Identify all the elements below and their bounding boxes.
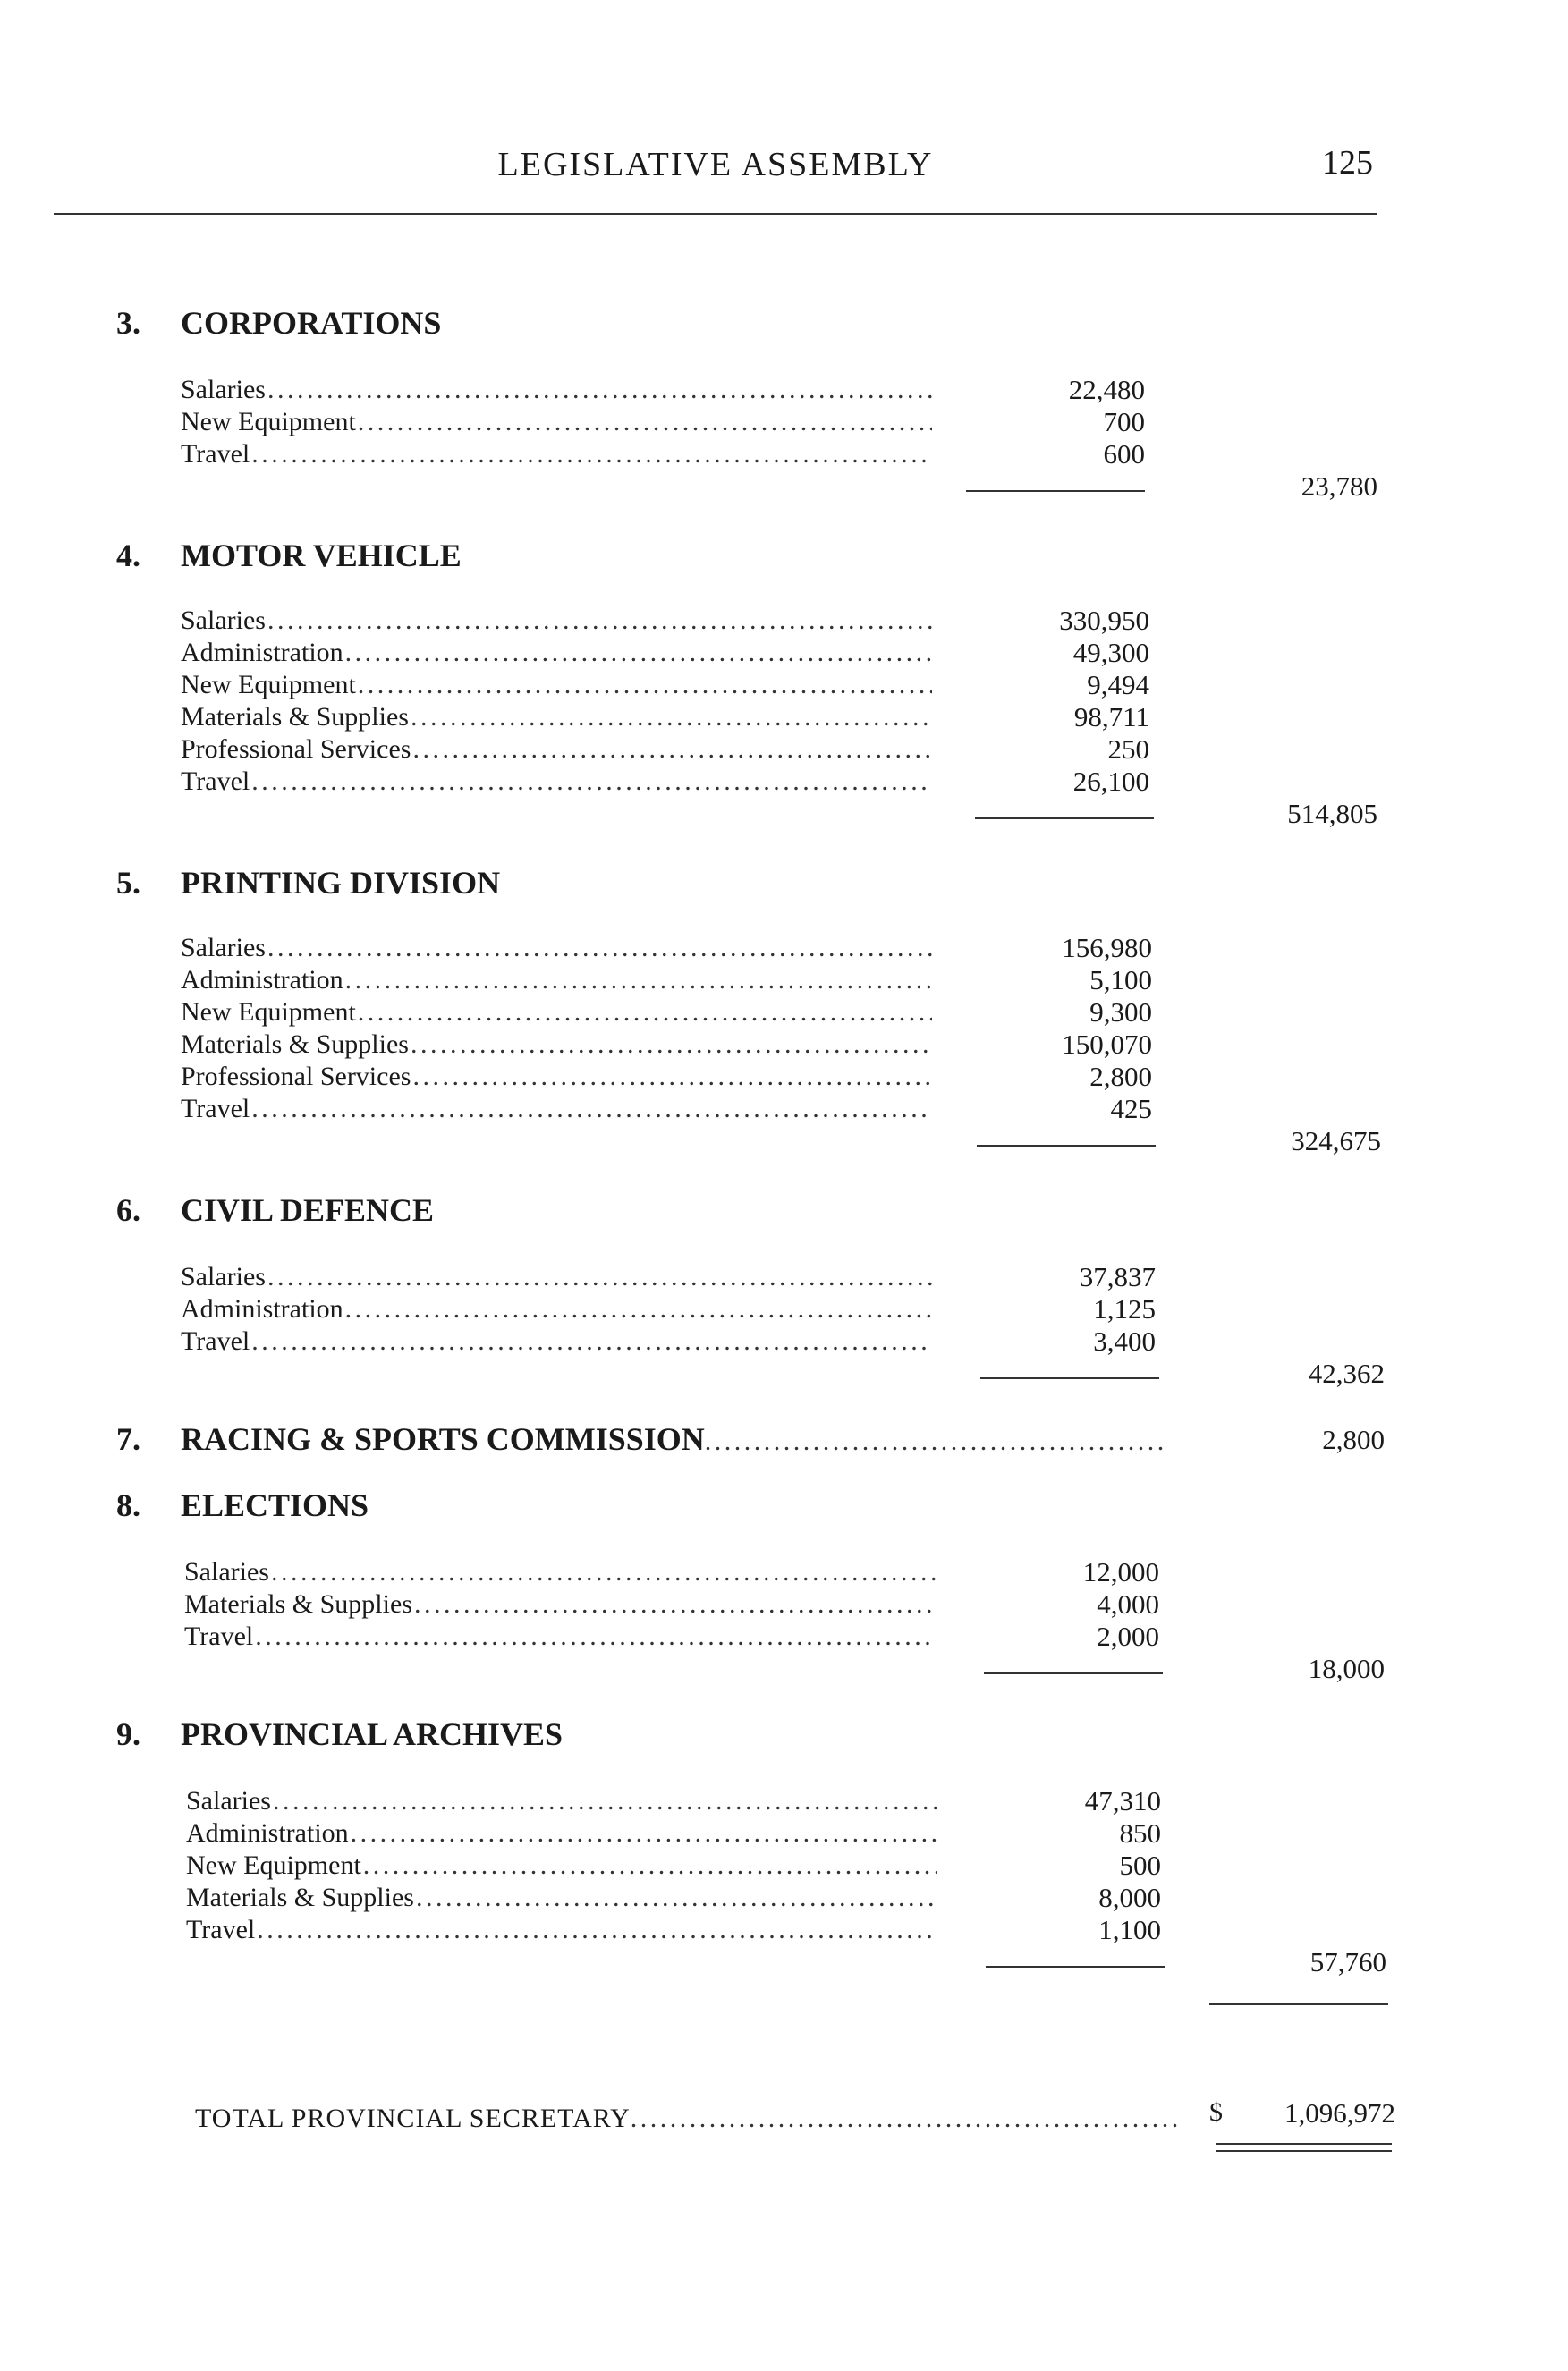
item-label: Professional Services bbox=[181, 1062, 411, 1091]
line-item bbox=[181, 406, 932, 438]
section-total: 324,675 bbox=[1291, 1125, 1381, 1156]
item-amount: 9,494 bbox=[1087, 669, 1149, 700]
item-amount: 1,125 bbox=[1093, 1293, 1156, 1325]
section-total: 514,805 bbox=[1287, 798, 1377, 829]
line-item bbox=[181, 964, 932, 996]
item-amount: 2,800 bbox=[1089, 1061, 1152, 1092]
item-amount: 4,000 bbox=[1097, 1588, 1159, 1620]
item-amount: 5,100 bbox=[1089, 964, 1152, 995]
dot-leader bbox=[251, 1093, 932, 1125]
section-title: CORPORATIONS bbox=[181, 305, 442, 341]
double-underline bbox=[1216, 2143, 1392, 2152]
line-item bbox=[181, 637, 932, 669]
dot-leader bbox=[267, 1261, 932, 1293]
line-item bbox=[181, 374, 932, 406]
dot-leader bbox=[345, 964, 932, 996]
item-amount: 156,980 bbox=[1062, 932, 1152, 963]
item-label: Administration bbox=[181, 638, 343, 667]
subtotal-rule bbox=[966, 490, 1145, 492]
section-title: CIVIL DEFENCE bbox=[181, 1192, 435, 1228]
line-item bbox=[181, 669, 932, 701]
item-amount: 8,000 bbox=[1098, 1882, 1161, 1913]
dot-leader bbox=[358, 669, 932, 701]
dot-leader bbox=[251, 766, 932, 798]
subtotal-rule bbox=[986, 1966, 1165, 1968]
line-item bbox=[186, 1914, 937, 1946]
item-label: Materials & Supplies bbox=[184, 1589, 412, 1619]
item-amount: 700 bbox=[1103, 406, 1145, 437]
grand-total-line bbox=[195, 2104, 1179, 2134]
dot-leader bbox=[345, 637, 932, 669]
section-heading-provincial-archives bbox=[116, 1715, 563, 1753]
line-item bbox=[186, 1817, 937, 1850]
dot-leader bbox=[251, 438, 932, 470]
section-total: 2,800 bbox=[1322, 1424, 1385, 1455]
section-total: 42,362 bbox=[1308, 1358, 1385, 1389]
section-total: 23,780 bbox=[1301, 470, 1377, 502]
line-item bbox=[181, 605, 932, 637]
dot-leader bbox=[631, 2104, 1179, 2134]
section-title: PRINTING DIVISION bbox=[181, 865, 501, 901]
section-title: ELECTIONS bbox=[181, 1487, 369, 1523]
dot-leader bbox=[257, 1914, 937, 1946]
dot-leader bbox=[267, 605, 932, 637]
header-rule bbox=[54, 213, 1377, 215]
line-item bbox=[181, 1325, 932, 1358]
item-amount: 500 bbox=[1119, 1850, 1161, 1881]
page-number: 125 bbox=[1322, 144, 1373, 182]
item-label: New Equipment bbox=[181, 670, 356, 699]
dot-leader bbox=[411, 1029, 932, 1061]
line-item bbox=[186, 1785, 937, 1817]
item-label: Travel bbox=[181, 766, 250, 796]
line-item bbox=[184, 1588, 936, 1621]
item-amount: 425 bbox=[1110, 1093, 1152, 1124]
dot-leader bbox=[251, 1325, 932, 1358]
item-label: Salaries bbox=[181, 933, 266, 962]
item-label: Materials & Supplies bbox=[181, 702, 409, 732]
grand-total-label: TOTAL PROVINCIAL SECRETARY bbox=[195, 2104, 631, 2133]
item-amount: 12,000 bbox=[1082, 1556, 1159, 1588]
item-label: Salaries bbox=[181, 375, 266, 404]
line-item bbox=[181, 438, 932, 470]
grand-subtotal-rule bbox=[1209, 2003, 1388, 2005]
item-label: Salaries bbox=[184, 1557, 269, 1587]
dot-leader bbox=[345, 1293, 932, 1325]
currency-symbol: $ bbox=[1209, 2097, 1223, 2127]
item-amount: 2,000 bbox=[1097, 1621, 1159, 1652]
grand-total-amount: 1,096,972 bbox=[1284, 2097, 1395, 2129]
dot-leader bbox=[416, 1882, 937, 1914]
item-amount: 850 bbox=[1119, 1817, 1161, 1849]
line-item bbox=[181, 766, 932, 798]
subtotal-rule bbox=[975, 817, 1154, 819]
item-amount: 49,300 bbox=[1072, 637, 1149, 668]
item-label: Salaries bbox=[181, 605, 266, 635]
section-number: 7. bbox=[116, 1421, 140, 1457]
page-title: LEGISLATIVE ASSEMBLY bbox=[497, 146, 934, 183]
section-total: 57,760 bbox=[1309, 1946, 1386, 1977]
section-number: 4. bbox=[116, 538, 140, 573]
dot-leader bbox=[358, 406, 932, 438]
dot-leader bbox=[255, 1621, 936, 1653]
item-label: Professional Services bbox=[181, 734, 411, 764]
dot-leader bbox=[414, 1588, 936, 1621]
dot-leader bbox=[411, 701, 932, 733]
dot-leader bbox=[351, 1817, 937, 1850]
line-item bbox=[184, 1556, 936, 1588]
section-total: 18,000 bbox=[1308, 1653, 1385, 1684]
subtotal-rule bbox=[980, 1377, 1159, 1379]
item-label: Administration bbox=[181, 1294, 343, 1324]
section-heading-elections bbox=[116, 1486, 369, 1524]
line-item bbox=[181, 701, 932, 733]
section-heading-racing-sports-commission bbox=[116, 1420, 1163, 1458]
dot-leader bbox=[358, 996, 932, 1029]
section-number: 5. bbox=[116, 865, 140, 901]
item-amount: 150,070 bbox=[1062, 1029, 1152, 1060]
line-item bbox=[181, 1061, 932, 1093]
item-amount: 26,100 bbox=[1072, 766, 1149, 797]
section-number: 9. bbox=[116, 1716, 140, 1752]
section-number: 8. bbox=[116, 1487, 140, 1523]
line-item bbox=[181, 1093, 932, 1125]
line-item bbox=[181, 1261, 932, 1293]
item-label: Travel bbox=[184, 1622, 254, 1651]
dot-leader bbox=[273, 1785, 937, 1817]
line-item bbox=[181, 1029, 932, 1061]
item-label: New Equipment bbox=[186, 1850, 361, 1880]
item-amount: 330,950 bbox=[1059, 605, 1149, 636]
item-amount: 22,480 bbox=[1068, 374, 1145, 405]
item-amount: 9,300 bbox=[1089, 996, 1152, 1028]
line-item bbox=[181, 1293, 932, 1325]
item-label: Travel bbox=[186, 1915, 256, 1944]
item-label: Administration bbox=[181, 965, 343, 995]
section-heading-printing-division bbox=[116, 864, 500, 902]
line-item bbox=[186, 1882, 937, 1914]
section-title: PROVINCIAL ARCHIVES bbox=[181, 1716, 564, 1752]
subtotal-rule bbox=[977, 1145, 1156, 1147]
line-item bbox=[186, 1850, 937, 1882]
item-label: New Equipment bbox=[181, 997, 356, 1027]
dot-leader bbox=[363, 1850, 937, 1882]
item-label: Materials & Supplies bbox=[186, 1883, 414, 1912]
dot-leader bbox=[267, 374, 932, 406]
item-label: Travel bbox=[181, 1094, 250, 1123]
line-item bbox=[181, 733, 932, 766]
item-amount: 600 bbox=[1103, 438, 1145, 470]
item-label: Administration bbox=[186, 1818, 349, 1848]
item-label: Salaries bbox=[181, 1262, 266, 1291]
line-item bbox=[181, 996, 932, 1029]
section-number: 6. bbox=[116, 1192, 140, 1228]
item-amount: 47,310 bbox=[1084, 1785, 1161, 1816]
item-amount: 250 bbox=[1107, 733, 1149, 765]
item-label: Materials & Supplies bbox=[181, 1029, 409, 1059]
item-label: Travel bbox=[181, 1326, 250, 1356]
item-amount: 37,837 bbox=[1079, 1261, 1156, 1292]
section-heading-motor-vehicle bbox=[116, 537, 462, 574]
section-title: RACING & SPORTS COMMISSION bbox=[181, 1421, 705, 1457]
section-heading-corporations bbox=[116, 304, 441, 342]
dot-leader bbox=[705, 1427, 1163, 1457]
line-item bbox=[181, 932, 932, 964]
section-number: 3. bbox=[116, 305, 140, 341]
dot-leader bbox=[271, 1556, 936, 1588]
dot-leader bbox=[267, 932, 932, 964]
item-amount: 1,100 bbox=[1098, 1914, 1161, 1945]
item-label: New Equipment bbox=[181, 407, 356, 436]
item-amount: 3,400 bbox=[1093, 1325, 1156, 1357]
section-heading-civil-defence bbox=[116, 1191, 434, 1229]
line-item bbox=[184, 1621, 936, 1653]
item-label: Salaries bbox=[186, 1786, 271, 1816]
item-label: Travel bbox=[181, 439, 250, 469]
subtotal-rule bbox=[984, 1672, 1163, 1674]
dot-leader bbox=[412, 1061, 932, 1093]
section-title: MOTOR VEHICLE bbox=[181, 538, 462, 573]
dot-leader bbox=[412, 733, 932, 766]
item-amount: 98,711 bbox=[1073, 701, 1149, 732]
